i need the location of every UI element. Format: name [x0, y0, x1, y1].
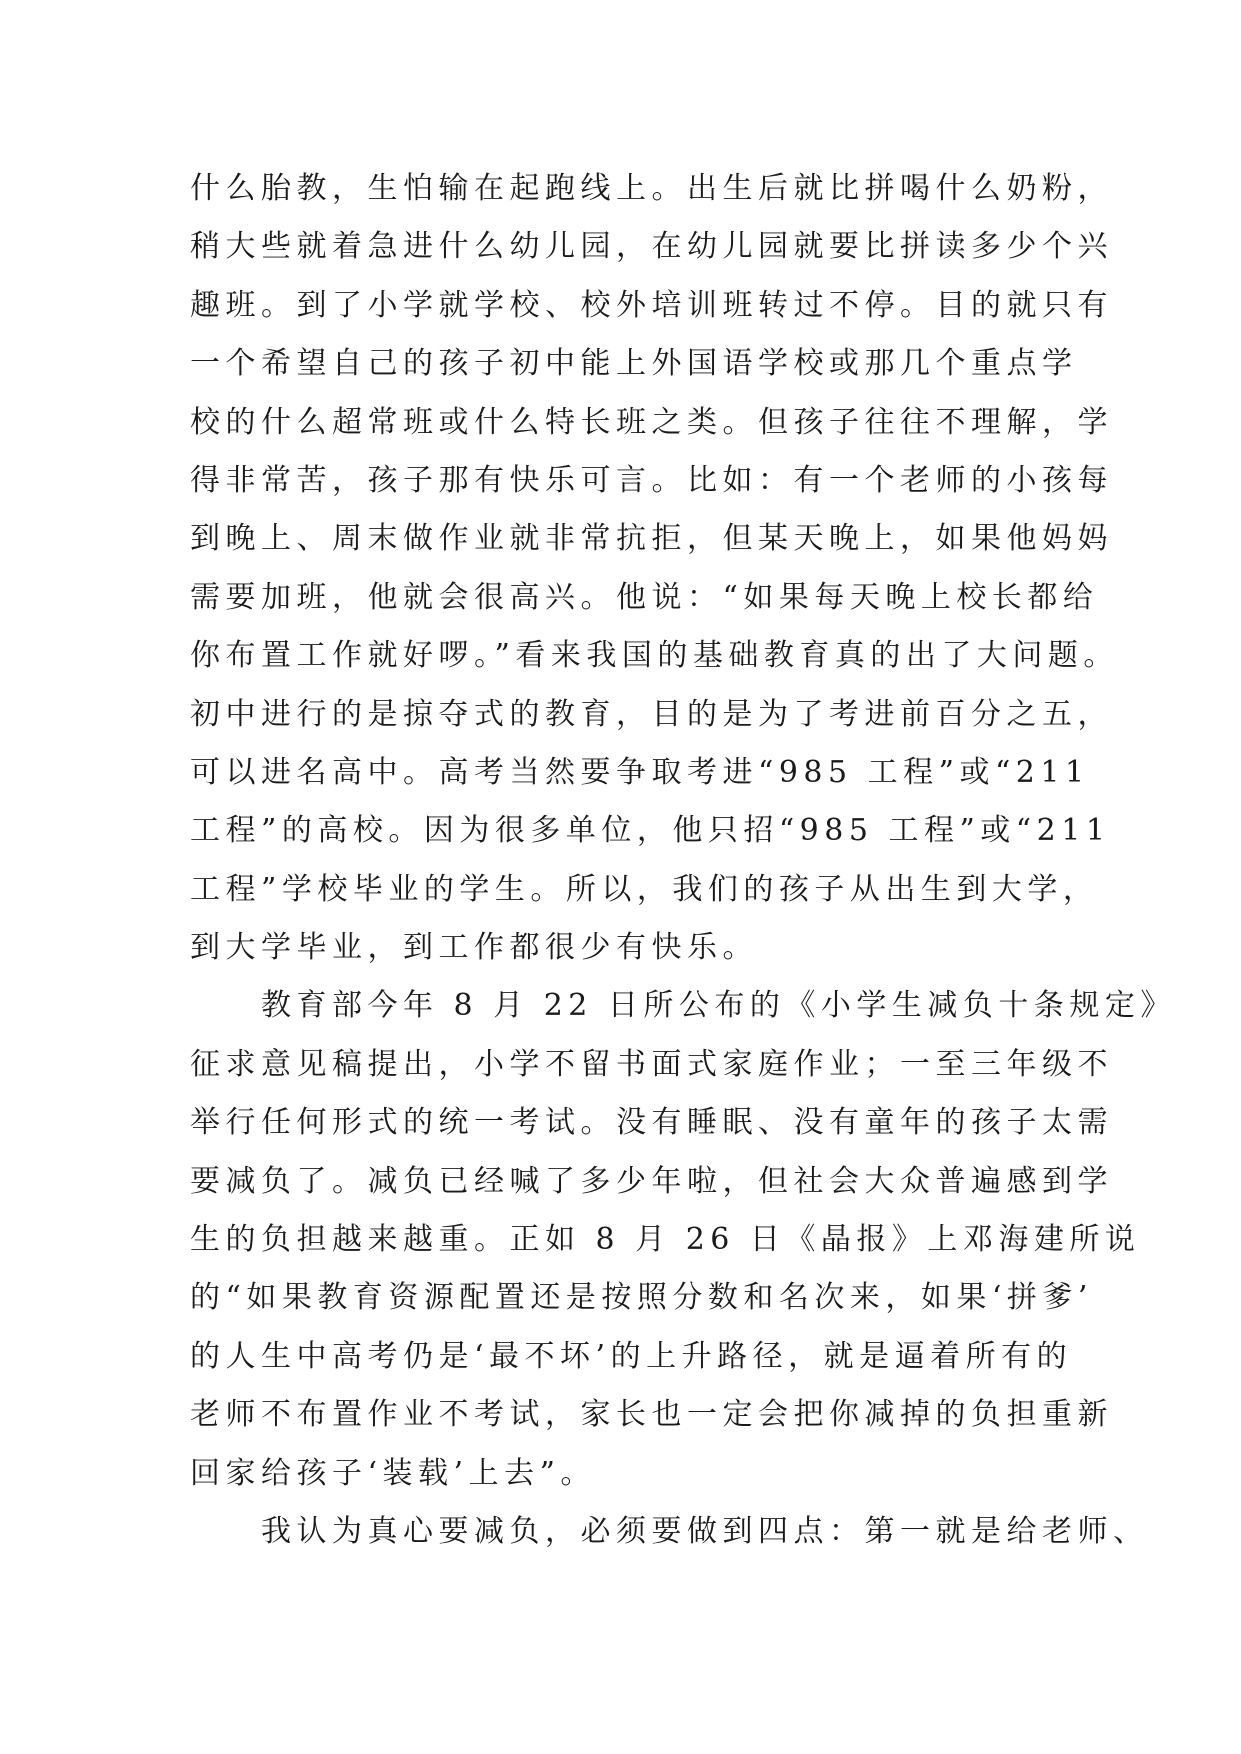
text-line: 生的负担越来越重。正如 8 月 26 日《晶报》上邓海建所说	[190, 1222, 1141, 1258]
text-line: 回家给孩子‘装载’上去”。	[190, 1455, 596, 1491]
text-line: 老师不布置作业不考试，家长也一定会把你减掉的负担重新	[190, 1397, 1113, 1433]
text-line: 举行任何形式的统一考试。没有睡眠、没有童年的孩子太需	[190, 1105, 1113, 1141]
text-line: 稍大些就着急进什么幼儿园，在幼儿园就要比拼读多少个兴	[190, 229, 1113, 265]
text-line: 工程”学校毕业的学生。所以，我们的孩子从出生到大学，	[190, 871, 1099, 907]
text-line: 得非常苦，孩子那有快乐可言。比如：有一个老师的小孩每	[190, 462, 1113, 498]
body-text	[190, 160, 1176, 1561]
text-line: 的人生中高考仍是‘最不坏’的上升路径，就是逼着所有的	[190, 1338, 1073, 1374]
text-line: 要减负了。减负已经喊了多少年啦，但社会大众普遍感到学	[190, 1163, 1113, 1199]
text-line: 我认为真心要减负，必须要做到四点：第一就是给老师、	[190, 1513, 1149, 1549]
text-line: 校的什么超常班或什么特长班之类。但孩子往往不理解，学	[190, 404, 1113, 440]
text-line: 到大学毕业，到工作都很少有快乐。	[190, 930, 758, 966]
text-line: 到晚上、周末做作业就非常抗拒，但某天晚上，如果他妈妈	[190, 521, 1113, 557]
text-line: 可以进名高中。高考当然要争取考进“985 工程”或“211	[190, 754, 1090, 790]
text-line: 趣班。到了小学就学校、校外培训班转过不停。目的就只有	[190, 287, 1113, 323]
text-line: 你布置工作就好啰。”看来我国的基础教育真的出了大问题。	[190, 638, 1119, 674]
text-line: 的“如果教育资源配置还是按照分数和名次来，如果‘拼爹’	[190, 1280, 1093, 1316]
text-line: 需要加班，他就会很高兴。他说：“如果每天晚上校长都给	[190, 579, 1099, 615]
text-line: 工程”的高校。因为很多单位，他只招“985 工程”或“211	[190, 813, 1111, 849]
text-line: 什么胎教，生怕输在起跑线上。出生后就比拼喝什么奶粉，	[190, 171, 1113, 206]
text-line: 教育部今年 8 月 22 日所公布的《小学生减负十条规定》	[190, 988, 1176, 1024]
text-line: 一个希望自己的孩子初中能上外国语学校或那几个重点学	[190, 346, 1078, 382]
text-line: 初中进行的是掠夺式的教育，目的是为了考进前百分之五，	[190, 696, 1113, 732]
text-line: 征求意见稿提出，小学不留书面式家庭作业；一至三年级不	[190, 1046, 1113, 1082]
